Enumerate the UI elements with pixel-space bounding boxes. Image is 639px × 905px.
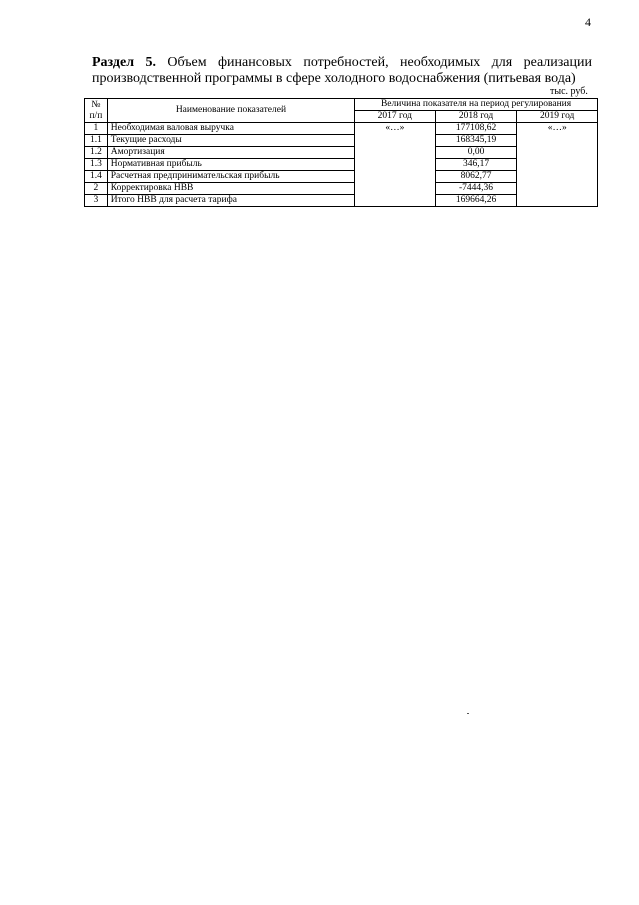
header-year-2017: 2017 год [355,111,436,123]
unit-note: тыс. руб. [550,86,588,97]
row-value-2018: 169664,26 [435,195,517,207]
row-name: Расчетная предпринимательская прибыль [107,171,354,183]
page-number: 4 [585,15,591,29]
header-name: Наименование показателей [107,99,354,123]
row-name: Нормативная прибыль [107,159,354,171]
row-name: Текущие расходы [107,135,354,147]
table-row [85,123,598,135]
row-num: 1.1 [85,135,108,147]
row-value-2018: 168345,19 [435,135,517,147]
scan-speck [467,713,469,714]
row-value-2018: 8062,77 [435,171,517,183]
row-num: 1.4 [85,171,108,183]
row-num: 1.3 [85,159,108,171]
financial-needs-table [84,98,598,207]
header-num: № п/п [85,99,108,123]
row-value-2018: 346,17 [435,159,517,171]
section-heading-lead: Раздел 5. [92,55,156,70]
header-period: Величина показателя на период регулирования [355,99,598,111]
header-year-2018: 2018 год [435,111,517,123]
row-num: 1 [85,123,108,135]
row-name: Итого НВВ для расчета тарифа [107,195,354,207]
row-value-2018: 177108,62 [435,123,517,135]
row-name: Необходимая валовая выручка [107,123,354,135]
row-name: Корректировка НВВ [107,183,354,195]
row-num: 1.2 [85,147,108,159]
header-year-2019: 2019 год [517,111,598,123]
row-value-2018: 0,00 [435,147,517,159]
table-header-row [85,99,598,111]
section-heading-text: Объем финансовых потребностей, необходимых для реализации производственной программы в сфере холодного водоснабжения (питьевая вода) [92,55,593,86]
row-num: 2 [85,183,108,195]
value-2019-placeholder: «…» [517,123,598,207]
value-2017-placeholder: «…» [355,123,436,207]
section-heading [92,55,592,87]
row-num: 3 [85,195,108,207]
row-value-2018: -7444,36 [435,183,517,195]
row-name: Амортизация [107,147,354,159]
